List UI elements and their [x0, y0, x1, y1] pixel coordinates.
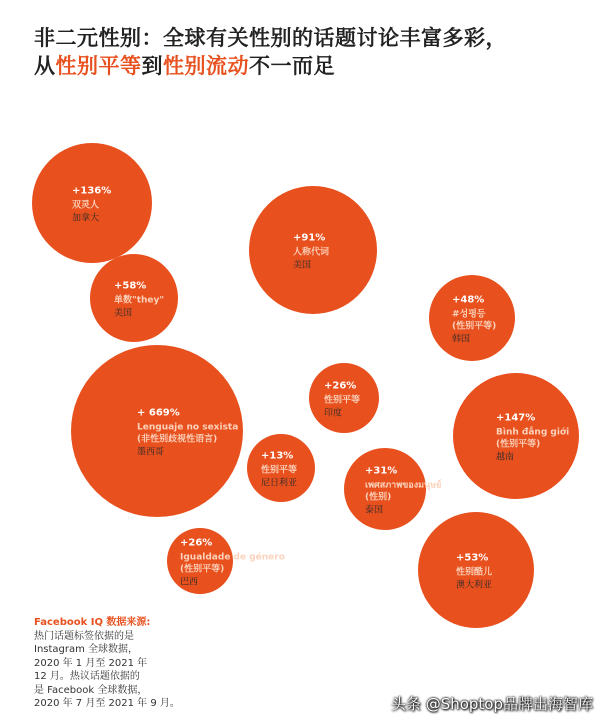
bubble-value-label: + 669% [137, 407, 180, 419]
bubble-country-label: 巴西 [180, 577, 199, 588]
bubble-country-label: 墨西哥 [137, 447, 165, 458]
bubble-value-label: +26% [180, 537, 213, 549]
bubble-value-label: +48% [452, 294, 485, 306]
source-line: 2020 年 7 月至 2021 年 9 月。 [34, 698, 180, 709]
bubble-term-label: (性别平等) [180, 564, 225, 575]
bubble-term-label: (性别) [365, 492, 392, 503]
bubble-value-label: +91% [293, 232, 326, 244]
bubble-term-label: Igualdade de género [180, 552, 285, 563]
bubble-term-label: Bình đẳng giới [496, 427, 570, 438]
title-accent-gender-fluidity: 性别流动 [163, 54, 249, 78]
bubble-value-label: +136% [72, 185, 112, 197]
source-line: 12 月。热议话题依据的 [34, 671, 140, 682]
bubble-term-label: (性别平等) [452, 321, 497, 332]
source-line: 热门话题标签依据的是 [34, 630, 134, 642]
bubble-country-label: 美国 [114, 308, 133, 319]
bubble-country-label: 泰国 [365, 505, 384, 516]
bubble-country-label: 美国 [293, 260, 312, 271]
bubble-term-label: เพศสภาพของมนุษย์ [365, 480, 442, 491]
bubble-value-label: +13% [261, 450, 294, 462]
bubble-term-label: (非性别歧视性语言) [137, 434, 218, 445]
data-source-note [34, 616, 194, 711]
title-accent-gender-equality: 性别平等 [55, 54, 142, 78]
bubble-value-label: +147% [496, 412, 536, 424]
bubble-country-label: 澳大利亚 [456, 580, 493, 591]
bubble-term-label: 性别平等 [261, 465, 298, 476]
bubble-term-label: 单数"they" [114, 295, 165, 306]
bubble-country-label: 越南 [496, 452, 515, 463]
bubble-country-label: 印度 [324, 408, 343, 419]
watermark: 头条 @Shoptop品牌出海智库 [390, 695, 593, 713]
bubble-term-label: 双灵人 [72, 200, 100, 211]
source-line: Instagram 全球数据， [34, 644, 139, 655]
title-part: 到 [141, 54, 163, 78]
source-line: 是 Facebook 全球数据， [34, 684, 148, 696]
bubble-term-label: 性别平等 [324, 395, 361, 406]
title-part: 不一而足 [249, 54, 335, 78]
bubble-country-label: 尼日利亚 [261, 478, 298, 489]
source-heading: Facebook IQ 数据来源: [34, 617, 151, 628]
bubble-country-label: 加拿大 [72, 213, 100, 224]
bubble-value-label: +53% [456, 552, 489, 564]
bubble-term-label: (性别平等) [496, 439, 541, 450]
bubble-value-label: +26% [324, 380, 357, 392]
source-line: 2020 年 1 月至 2021 年 [34, 657, 148, 669]
title-part: 从 [34, 54, 56, 78]
bubble-term-label: Lenguaje no sexista [137, 422, 239, 433]
bubble-term-label: #성평등 [452, 309, 486, 320]
bubble-value-label: +58% [114, 280, 147, 292]
bubble-value-label: +31% [365, 465, 398, 477]
title-line-1: 非二元性别：全球有关性别的话题讨论丰富多彩， [34, 26, 507, 50]
bubble-term-label: 人称代词 [293, 247, 330, 258]
bubble-term-label: 性别酷儿 [456, 567, 493, 578]
bubble-country-label: 韩国 [452, 334, 471, 345]
